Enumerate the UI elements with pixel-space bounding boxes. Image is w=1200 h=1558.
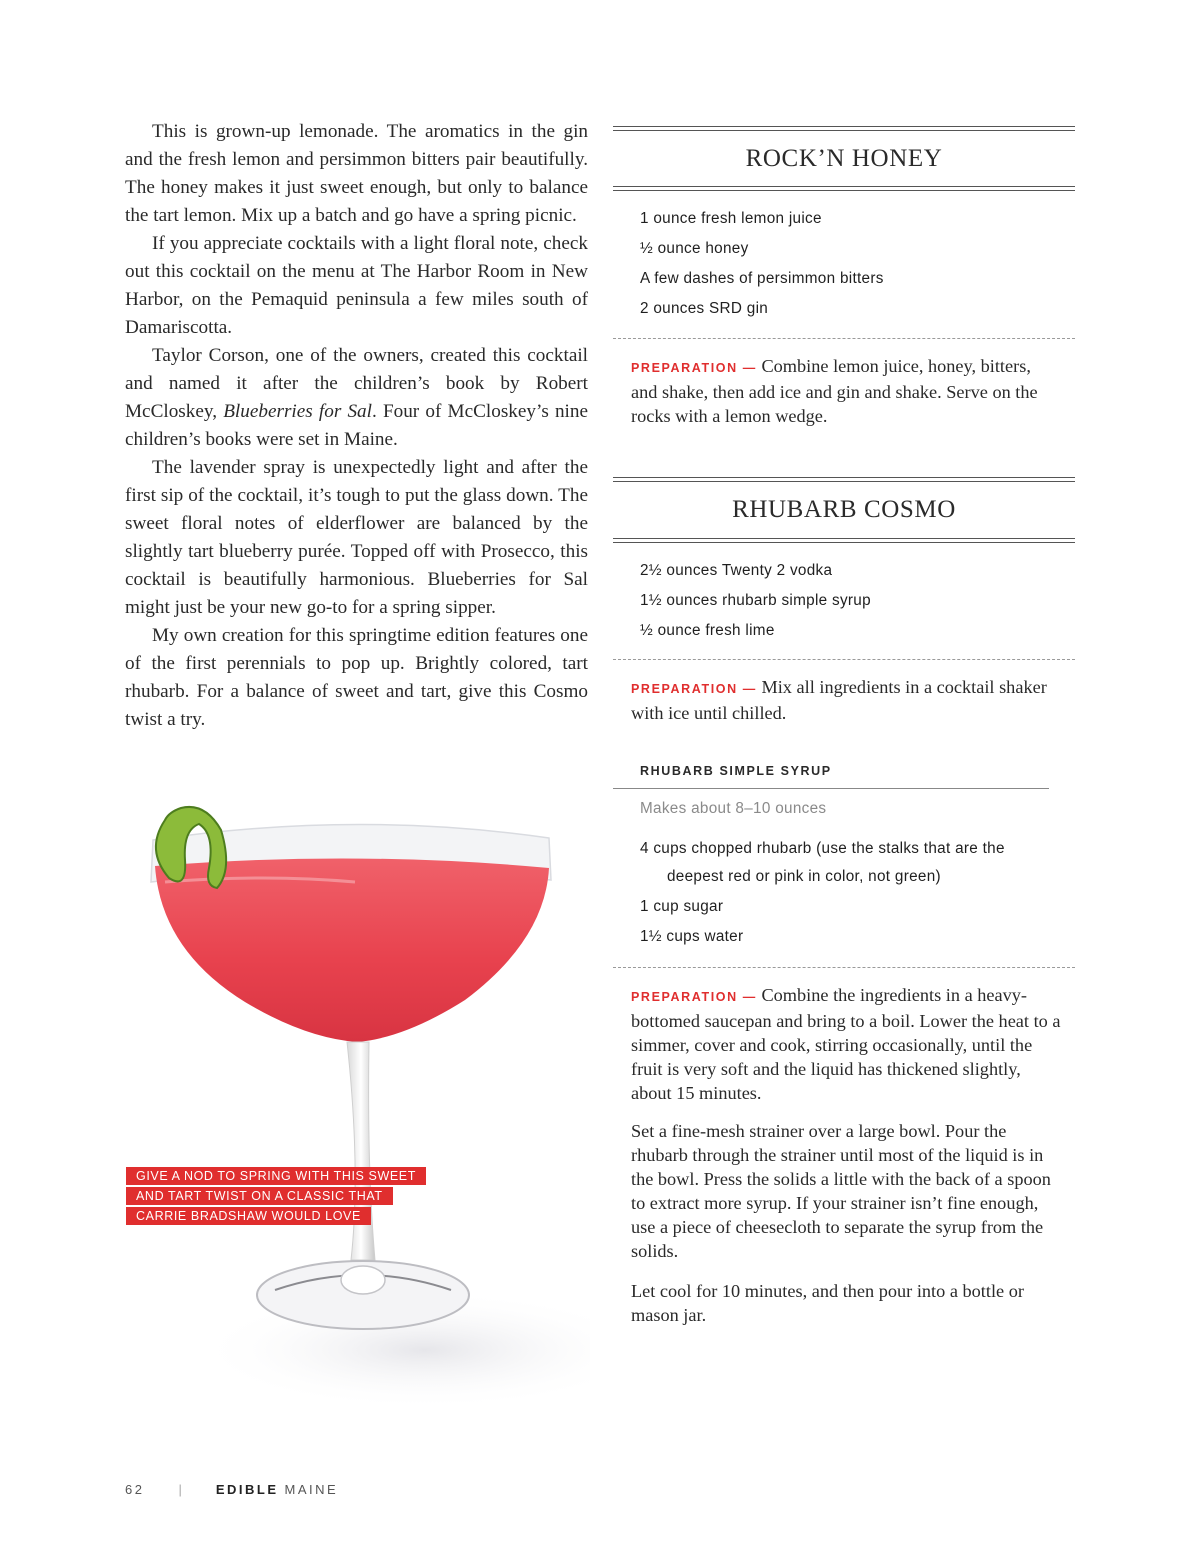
rock-title-rule xyxy=(613,186,1075,191)
intro-paragraph-2: If you appreciate cocktails with a light floral note, check out this cocktail on the menu at The Harbor Room in New Harbor, on the Pemaquid peninsula a few miles south of Damariscotta. xyxy=(125,233,588,338)
syrup-dashed-rule xyxy=(613,967,1075,968)
intro-paragraph-1: This is grown-up lemonade. The aromatics in the gin and the fresh lemon and persimmon bitters pair beautifully. The honey makes it just sweet enough, but only to balance the tart lemon. Mix up a batch and go have a spring picnic. xyxy=(125,121,588,226)
rock-ingredients xyxy=(640,208,1070,328)
book-title: Blueberries for Sal xyxy=(223,401,372,422)
ingredient-item: ½ ounce honey xyxy=(640,240,749,257)
cosmo-title-rule xyxy=(613,538,1075,543)
page-footer xyxy=(125,1482,338,1497)
intro-paragraph-3-start: Taylor Corson, one of the owners, created this cocktail and named it after the children’s book by Robert McCloskey, xyxy=(125,345,588,422)
cosmo-dashed-rule xyxy=(613,659,1075,660)
cosmo-title: RHUBARB COSMO xyxy=(732,496,956,523)
syrup-ingredients xyxy=(640,838,1070,956)
intro-paragraph-3-end: . Four of McCloskey’s nine children’s books were set in Maine. xyxy=(125,401,588,450)
intro-paragraph-4: The lavender spray is unexpectedly light and after the first sip of the cocktail, it’s tough to put the glass down. The sweet floral notes of elderflower are balanced by the slightly tart blueberry purée. Topped off with Prosecco, this cocktail is beautifully harmonious. Blueberries for Sal might just be your new go-to for a spring sipper. xyxy=(125,457,588,618)
ingredient-item: 1 cup sugar xyxy=(640,898,724,915)
footer-separator: | xyxy=(178,1482,182,1497)
photo-caption xyxy=(126,1166,426,1226)
rock-preparation xyxy=(631,354,1061,428)
photo-caption-text: GIVE A NOD TO SPRING WITH THIS SWEET AND TART TWIST ON A CLASSIC THAT CARRIE BRADSHAW WOULD LOVE xyxy=(126,1167,426,1225)
publication-name-light: MAINE xyxy=(284,1482,339,1497)
ingredient-item: 2 ounces SRD gin xyxy=(640,300,769,317)
intro-paragraph-3 xyxy=(125,342,588,454)
ingredient-item-continued: deepest red or pink in color, not green) xyxy=(667,868,941,885)
ingredient-item: 1½ cups water xyxy=(640,928,744,945)
ingredient-item: A few dashes of persimmon bitters xyxy=(640,270,884,287)
intro-text xyxy=(125,118,588,734)
intro-paragraph-5: My own creation for this springtime edition features one of the first perennials to pop up. Brightly colored, tart rhubarb. For a balance of sweet and tart, give this Cosmo twist a try. xyxy=(125,625,588,730)
ingredient-item: 2½ ounces Twenty 2 vodka xyxy=(640,562,833,579)
preparation-label: PREPARATION — xyxy=(631,682,757,696)
syrup-cool-paragraph: Let cool for 10 minutes, and then pour into a bottle or mason jar. xyxy=(631,1281,1024,1325)
rock-dashed-rule xyxy=(613,338,1075,339)
cosmo-preparation xyxy=(631,675,1061,725)
preparation-text: Combine lemon juice, honey, bitters, and shake, then add ice and gin and shake. Serve on the rocks with a lemon wedge. xyxy=(631,356,1038,426)
syrup-strain-paragraph: Set a fine-mesh strainer over a large bowl. Pour the rhubarb through the strainer until most of the liquid is in the bowl. Press the solids a little with the back of a spoon to extract more syrup. If your strainer isn’t fine enough, use a piece of cheesecloth to separate the syrup from the solids. xyxy=(631,1121,1051,1261)
cocktail-photo xyxy=(125,790,590,1425)
preparation-text: Combine the ingredients in a heavy-bottomed saucepan and bring to a boil. Lower the heat to a simmer, cover and cook, stirring occasionally, until the fruit is very soft and the liquid has thickened slightly, about 15 minutes. xyxy=(631,985,1061,1103)
ingredient-item: 1½ ounces rhubarb simple syrup xyxy=(640,592,871,609)
cosmo-ingredients xyxy=(640,560,1070,650)
rock-title: ROCK’N HONEY xyxy=(745,145,943,172)
syrup-yield: Makes about 8–10 ounces xyxy=(640,800,827,817)
syrup-title: RHUBARB SIMPLE SYRUP xyxy=(640,764,832,778)
ingredient-item: 1 ounce fresh lemon juice xyxy=(640,210,822,227)
preparation-label: PREPARATION — xyxy=(631,361,757,375)
cosmo-top-rule xyxy=(613,477,1075,482)
preparation-label: PREPARATION — xyxy=(631,990,757,1004)
publication-name-bold: EDIBLE xyxy=(215,1482,279,1497)
ingredient-item: ½ ounce fresh lime xyxy=(640,622,775,639)
page-number: 62 xyxy=(125,1482,145,1497)
rock-top-rule xyxy=(613,126,1075,131)
preparation-text: Mix all ingredients in a cocktail shaker with ice until chilled. xyxy=(631,677,1047,723)
syrup-title-rule xyxy=(613,788,1049,789)
syrup-preparation xyxy=(631,983,1061,1105)
ingredient-item: 4 cups chopped rhubarb (use the stalks that are the xyxy=(640,840,1005,857)
